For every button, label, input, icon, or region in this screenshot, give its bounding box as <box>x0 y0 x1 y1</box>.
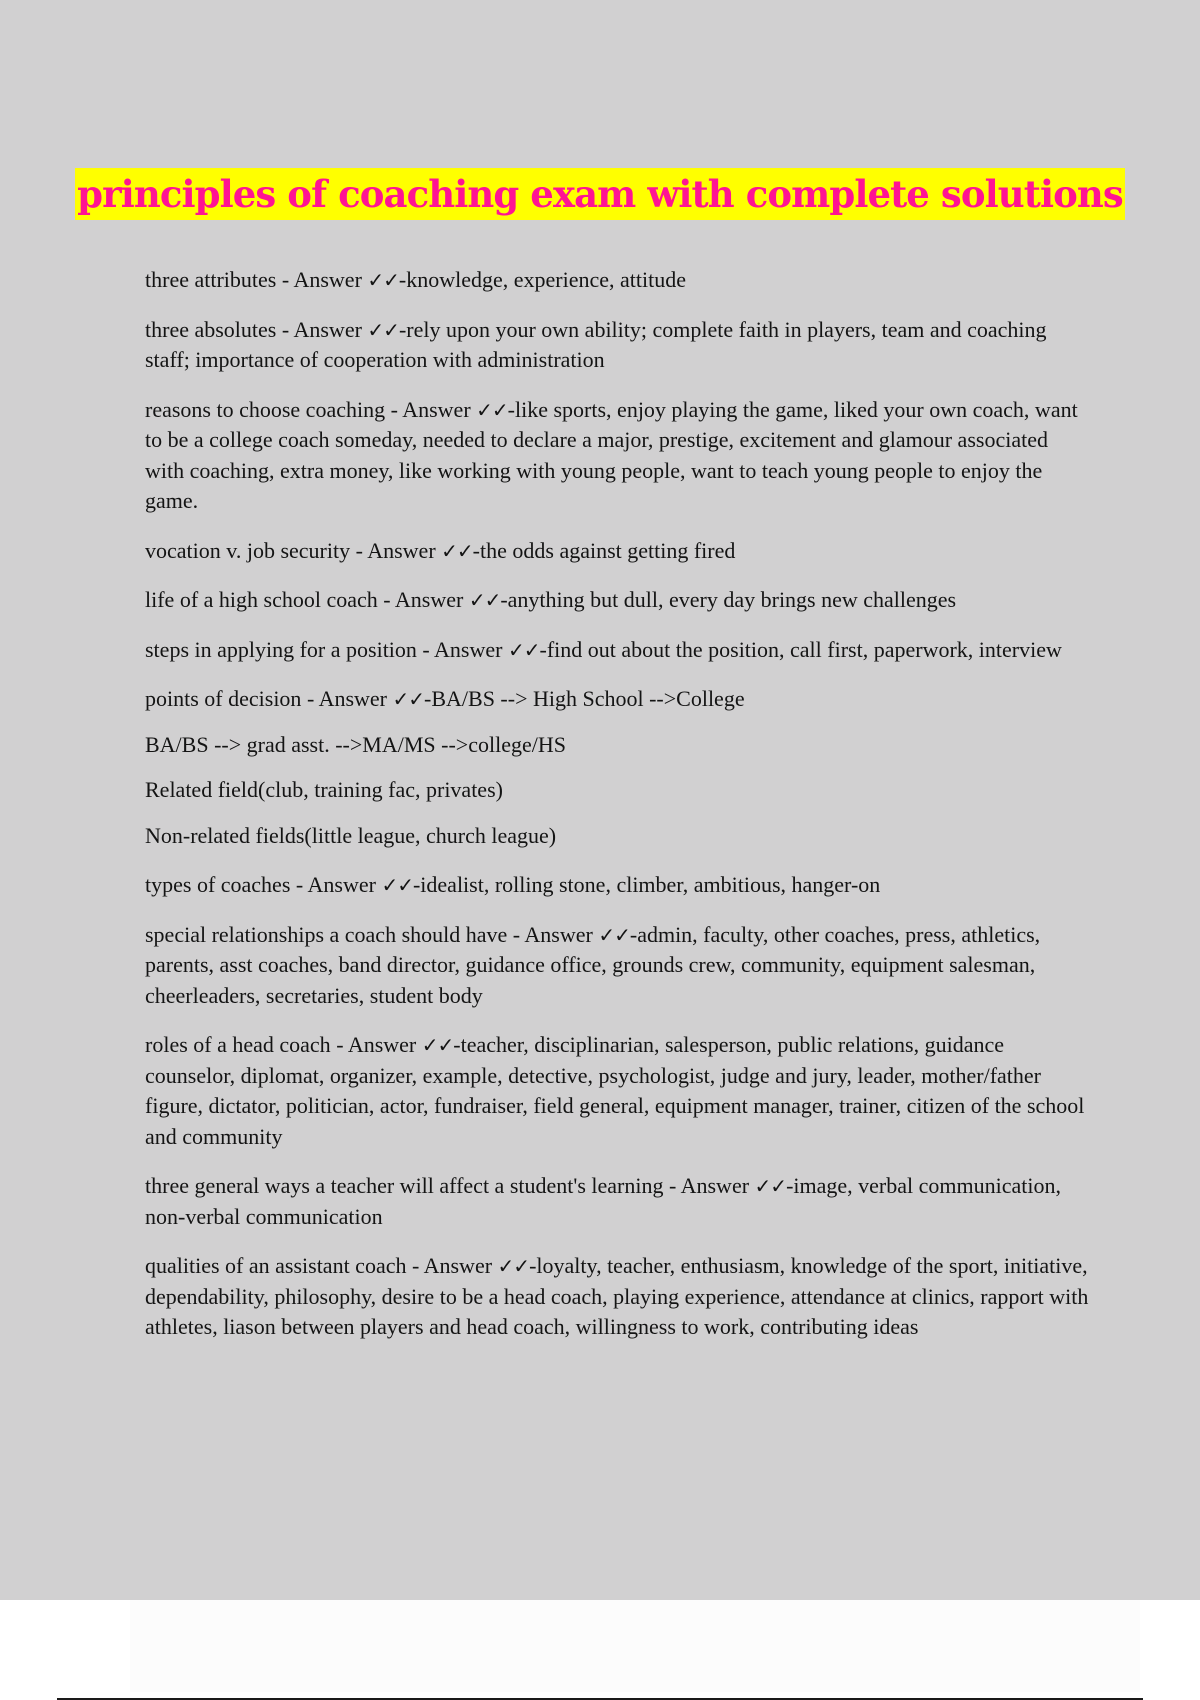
answer-text: knowledge, experience, attitude <box>406 267 687 292</box>
question-text: three attributes <box>145 267 277 292</box>
footer-panel <box>130 1600 1140 1692</box>
answer-text: teacher, disciplinarian, salesperson, public relations, guidance counselor, diplomat, organizer, example, detective, psychologist, judge and jury, leader, mother/father figure, dictator, politician, actor, fundraiser, field general, equipment manager, trainer, citizen of the school and community <box>145 1032 1085 1149</box>
qa-item: special relationships a coach should have - Answer ✓✓-admin, faculty, other coaches, press, athletics, parents, asst coaches, band director, guidance office, grounds crew, community, equipment salesman, cheerleaders, secretaries, student body <box>145 921 1041 1008</box>
qa-list <box>145 265 1090 1362</box>
double-check-icon: ✓✓ <box>507 637 540 662</box>
document-title: principles of coaching exam with complete solutions <box>75 168 1125 220</box>
question-text: points of decision <box>145 686 302 711</box>
double-check-icon: ✓✓ <box>421 1033 454 1057</box>
double-check-icon: ✓✓ <box>367 268 399 292</box>
answer-label: Answer <box>367 537 436 563</box>
question-text: types of coaches <box>145 872 291 897</box>
answer-label: Answer <box>680 1173 750 1198</box>
question-text: roles of a head coach <box>145 1032 331 1057</box>
continuation-line: Related field(club, training fac, privates) <box>145 777 503 802</box>
answer-text: rely upon your own ability; complete faith in players, team and coaching staff; importance of cooperation with administration <box>145 316 1047 372</box>
qa-item: qualities of an assistant coach - Answer ✓✓-loyalty, teacher, enthusiasm, knowledge of the sport, initiative, dependability, philosophy, desire to be a head coach, playing experience, attendance at clinics, rapport with athletes, liason between players and head coach, willingness to work, contributing ideas <box>145 1253 1089 1339</box>
qa-item: three general ways a teacher will affect a student's learning - Answer ✓✓-image, verbal communication, non-verbal communication <box>145 1173 1061 1229</box>
answer-text: image, verbal communication, non-verbal communication <box>145 1173 1061 1229</box>
qa-item: three attributes - Answer ✓✓-knowledge, experience, attitude <box>145 267 687 292</box>
double-check-icon: ✓✓ <box>468 588 501 612</box>
question-text: three absolutes <box>145 316 277 342</box>
answer-text: anything but dull, every day brings new challenges <box>507 587 957 612</box>
answer-label: Answer <box>423 1253 493 1278</box>
double-check-icon: ✓✓ <box>441 538 473 563</box>
qa-item: steps in applying for a position - Answer ✓✓-find out about the position, call first, paperwork, interview <box>145 636 1062 662</box>
answer-label: Answer <box>293 316 362 342</box>
title-wrap <box>0 168 1200 220</box>
answer-text: BA/BS --> High School -->College <box>431 686 745 711</box>
answer-text: like sports, enjoy playing the game, liked your own coach, want to be a college coach someday, needed to declare a major, prestige, excitement and glamour associated with coaching, extra money, like working with young people, want to teach young people to enjoy the game. <box>145 396 1078 513</box>
double-check-icon: ✓✓ <box>497 1254 530 1278</box>
page-footer <box>0 1600 1200 1700</box>
question-text: reasons to choose coaching <box>145 396 386 422</box>
double-check-icon: ✓✓ <box>754 1174 787 1198</box>
answer-label: Answer <box>347 1032 417 1057</box>
qa-item: three absolutes - Answer ✓✓-rely upon your own ability; complete faith in players, team and coaching staff; importance of cooperation with administration <box>145 316 1047 372</box>
answer-label: Answer <box>394 587 464 612</box>
qa-item: points of decision - Answer ✓✓-BA/BS --> High School -->College <box>145 686 745 711</box>
qa-item: types of coaches - Answer ✓✓-idealist, rolling stone, climber, ambitious, hanger-on <box>145 872 881 897</box>
continuation-line: Non-related fields(little league, church league) <box>145 822 557 848</box>
question-text: steps in applying for a position <box>145 636 417 662</box>
answer-text: loyalty, teacher, enthusiasm, knowledge of the sport, initiative, dependability, philosophy, desire to be a head coach, playing experience, attendance at clinics, rapport with athletes, liason between players and head coach, willingness to work, contributing ideas <box>145 1253 1089 1339</box>
question-text: qualities of an assistant coach <box>145 1253 407 1278</box>
qa-item: roles of a head coach - Answer ✓✓-teacher, disciplinarian, salesperson, public relations, guidance counselor, diplomat, organizer, example, detective, psychologist, judge and jury, leader, mother/father figure, dictator, politician, actor, fundraiser, field general, equipment manager, trainer, citizen of the school and community <box>145 1032 1085 1149</box>
answer-label: Answer <box>434 636 503 662</box>
double-check-icon: ✓✓ <box>476 397 508 422</box>
question-text: special relationships a coach should have <box>145 921 508 947</box>
double-check-icon: ✓✓ <box>367 317 399 342</box>
answer-label: Answer <box>307 872 376 897</box>
qa-item: reasons to choose coaching - Answer ✓✓-like sports, enjoy playing the game, liked your own coach, want to be a college coach someday, needed to declare a major, prestige, excitement and glamour associated with coaching, extra money, like working with young people, want to teach young people to enjoy the game. <box>145 396 1078 513</box>
answer-text: find out about the position, call first, paperwork, interview <box>546 636 1062 662</box>
answer-label: Answer <box>293 267 362 292</box>
continuation-line: BA/BS --> grad asst. -->MA/MS -->college/HS <box>145 731 566 757</box>
question-text: life of a high school coach <box>145 587 378 612</box>
answer-label: Answer <box>524 921 593 947</box>
answer-text: admin, faculty, other coaches, press, athletics, parents, asst coaches, band director, guidance office, grounds crew, community, equipment salesman, cheerleaders, secretaries, student body <box>145 921 1041 1008</box>
answer-text: idealist, rolling stone, climber, ambitious, hanger-on <box>420 872 881 897</box>
double-check-icon: ✓✓ <box>381 873 413 897</box>
question-text: vocation v. job security <box>145 537 351 563</box>
qa-item: vocation v. job security - Answer ✓✓-the odds against getting fired <box>145 537 736 563</box>
qa-item: life of a high school coach - Answer ✓✓-anything but dull, every day brings new challenges <box>145 587 957 612</box>
answer-label: Answer <box>402 396 471 422</box>
double-check-icon: ✓✓ <box>392 687 425 711</box>
answer-text: the odds against getting fired <box>480 537 736 563</box>
question-text: three general ways a teacher will affect a student's learning <box>145 1173 664 1198</box>
answer-label: Answer <box>318 686 387 711</box>
double-check-icon: ✓✓ <box>598 922 630 947</box>
